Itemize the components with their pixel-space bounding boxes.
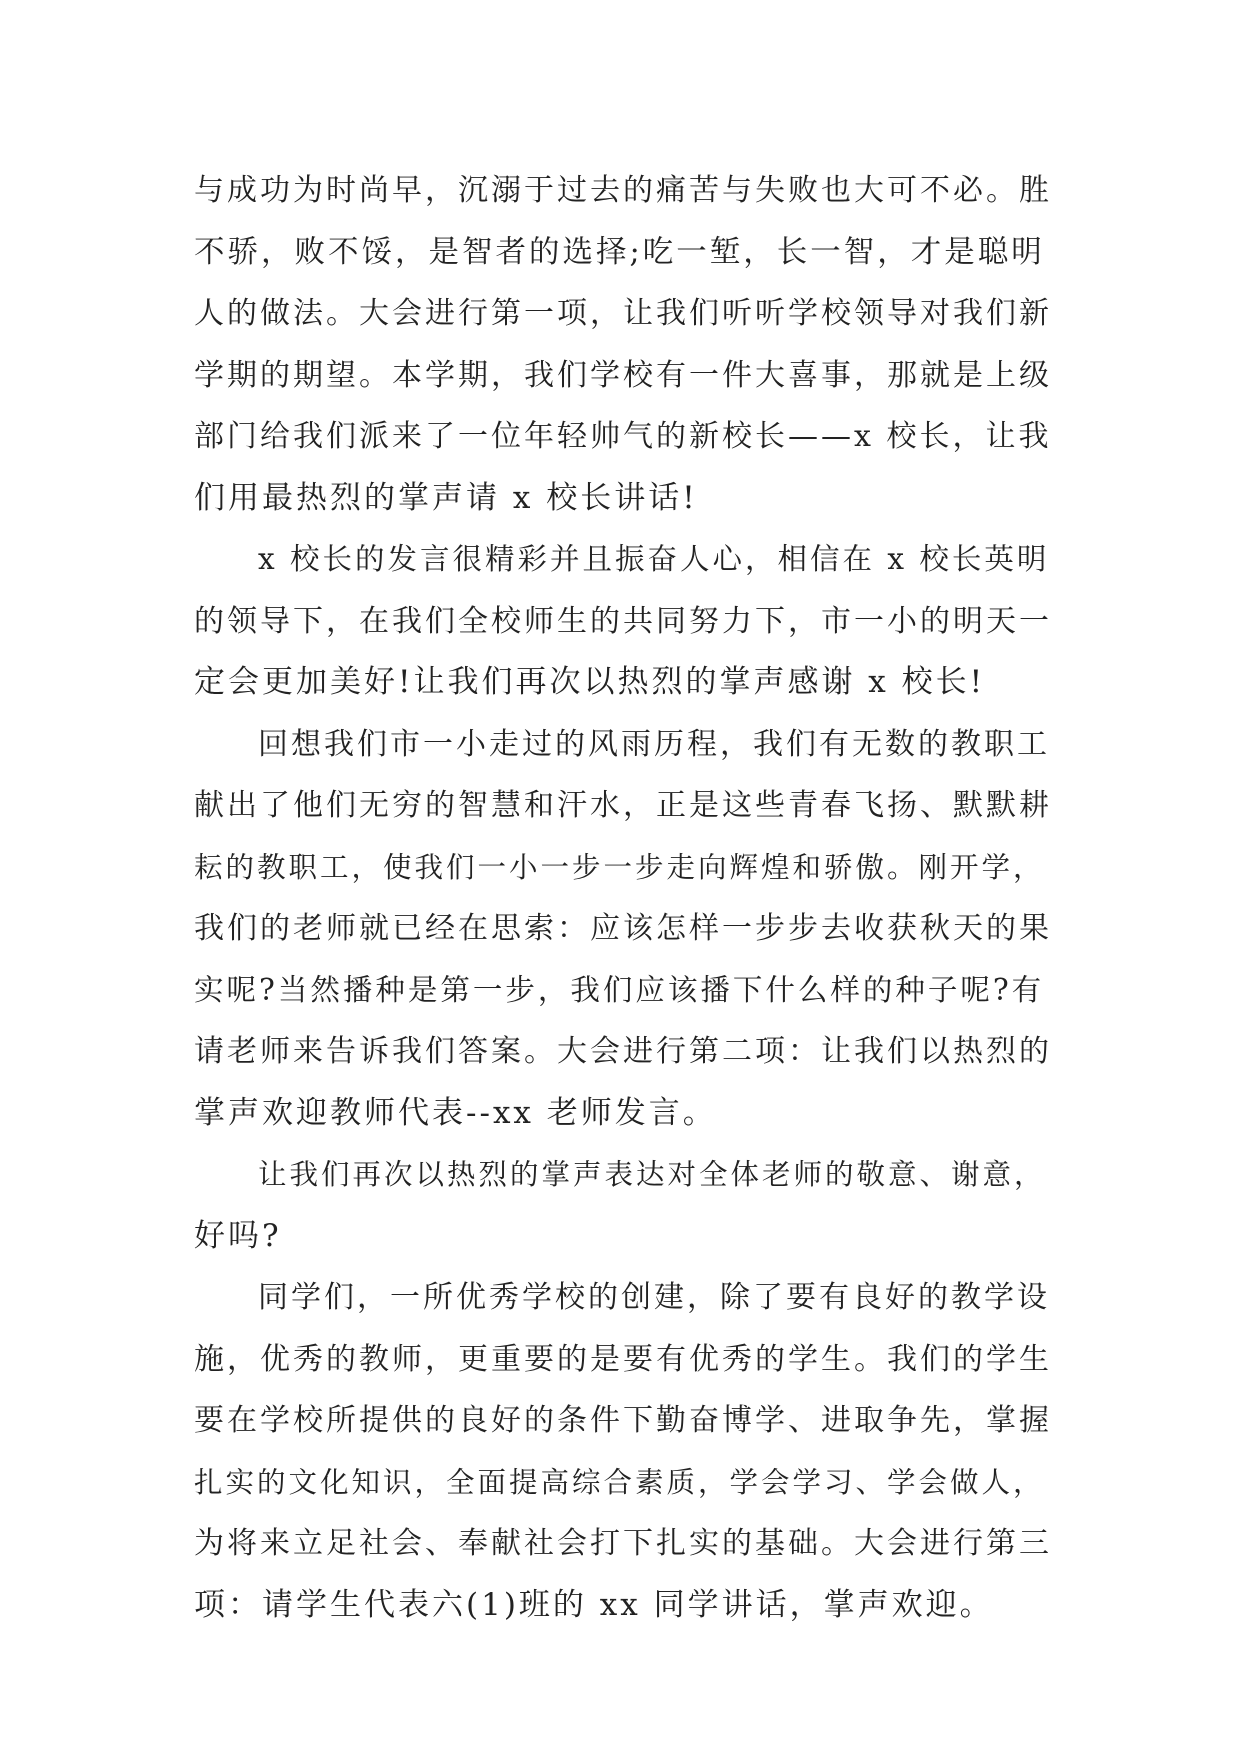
text-line: 请老师来告诉我们答案。大会进行第二项：让我们以热烈的 (194, 1034, 1052, 1069)
text-line: 项：请学生代表六(1)班的 xx 同学讲话，掌声欢迎。 (194, 1586, 994, 1623)
text-line: 好吗? (194, 1217, 282, 1254)
text-line: 施，优秀的教师，更重要的是要有优秀的学生。我们的学生 (194, 1341, 1052, 1377)
text-line: 献出了他们无穷的智慧和汗水，正是这些青春飞扬、默默耕 (194, 788, 1052, 823)
text-line: 的领导下，在我们全校师生的共同努力下，市一小的明天一 (194, 603, 1052, 639)
text-line: 人的做法。大会进行第一项，让我们听听学校领导对我们新 (194, 296, 1052, 331)
text-line: 们用最热烈的掌声请 x 校长讲话! (194, 479, 698, 516)
text-line: 不骄，败不馁，是智者的选择;吃一堑，长一智，才是聪明 (194, 234, 1045, 270)
document-body (194, 160, 1054, 1636)
paragraph-first-line: 同学们，一所优秀学校的创建，除了要有良好的教学设 (258, 1280, 1050, 1315)
text-line: 定会更加美好!让我们再次以热烈的掌声感谢 x 校长! (194, 664, 986, 700)
text-line: 扎实的文化知识，全面提高综合素质，学会学习、学会做人， (194, 1465, 1045, 1499)
text-line: 部门给我们派来了一位年轻帅气的新校长——x 校长，让我 (194, 419, 1052, 454)
text-line: 与成功为时尚早，沉溺于过去的痛苦与失败也大可不必。胜 (194, 173, 1052, 208)
text-line: 学期的期望。本学期，我们学校有一件大喜事，那就是上级 (194, 357, 1052, 393)
paragraph-first-line: x 校长的发言很精彩并且振奋人心，相信在 x 校长英明 (258, 542, 1050, 576)
text-line: 掌声欢迎教师代表--xx 老师发言。 (194, 1094, 717, 1131)
text-line: 实呢?当然播种是第一步，我们应该播下什么样的种子呢?有 (194, 972, 1045, 1007)
text-line: 耘的教职工，使我们一小一步一步走向辉煌和骄傲。刚开学， (194, 850, 1045, 884)
text-line: 我们的老师就已经在思索：应该怎样一步步去收获秋天的果 (194, 911, 1052, 946)
text-line: 为将来立足社会、奉献社会打下扎实的基础。大会进行第三 (194, 1526, 1052, 1561)
paragraph-first-line: 回想我们市一小走过的风雨历程，我们有无数的教职工 (258, 726, 1050, 762)
paragraph-first-line: 让我们再次以热烈的掌声表达对全体老师的敬意、谢意， (258, 1158, 1046, 1191)
text-line: 要在学校所提供的良好的条件下勤奋博学、进取争先，掌握 (194, 1403, 1052, 1438)
